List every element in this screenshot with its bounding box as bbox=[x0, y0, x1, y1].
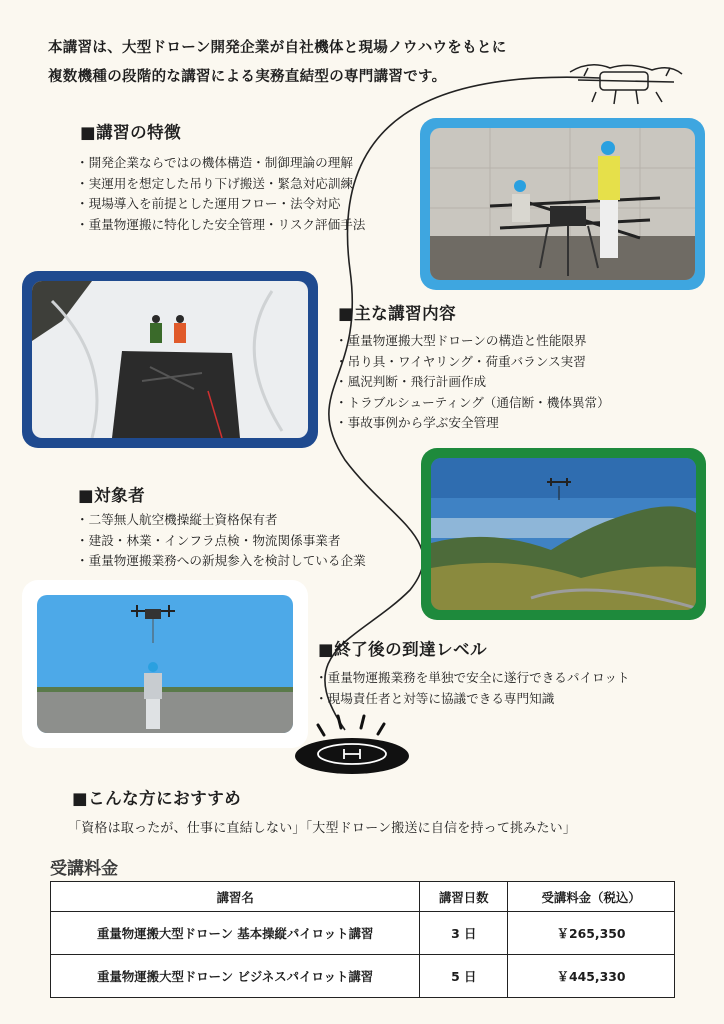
list-item: ・現場導入を前提とした運用フロー・法令対応 bbox=[76, 196, 341, 211]
features-list bbox=[76, 153, 365, 235]
intro-text bbox=[48, 34, 608, 92]
level-heading: ■終了後の到達レベル bbox=[318, 640, 488, 659]
photo-workers-with-drone bbox=[420, 118, 705, 290]
contents-heading: ■主な講習内容 bbox=[338, 304, 457, 323]
target-list bbox=[76, 510, 366, 572]
table-row bbox=[51, 955, 675, 998]
intro-line-1: 本講習は、大型ドローン開発企業が自社機体と現場ノウハウをもとに bbox=[48, 40, 507, 56]
intro-line-2: 複数機種の段階的な講習による実務直結型の専門講習です。 bbox=[48, 69, 447, 85]
list-item: ・風況判断・飛行計画作成 bbox=[335, 374, 487, 389]
table-row bbox=[51, 912, 675, 955]
list-item: ・建設・林業・インフラ点検・物流関係事業者 bbox=[76, 532, 341, 548]
list-item: ・重量物運搬業務を単独で安全に遂行できるパイロット bbox=[315, 670, 630, 685]
course-price: ￥265,350 bbox=[508, 912, 675, 955]
photo-pilot-field bbox=[22, 580, 308, 748]
list-item: ・実運用を想定した吊り下げ搬送・緊急対応訓練 bbox=[76, 175, 354, 191]
list-item: ・開発企業ならではの機体構造・制御理論の理解 bbox=[76, 155, 353, 170]
header-price: 受講料金（税込） bbox=[508, 882, 675, 912]
fee-title: 受講料金 bbox=[50, 859, 118, 879]
list-item: ・二等無人航空機操縦士資格保有者 bbox=[76, 512, 278, 527]
course-price: ￥445,330 bbox=[508, 955, 675, 998]
helipad-icon bbox=[295, 716, 409, 774]
list-item: ・重量物運搬大型ドローンの構造と性能限界 bbox=[335, 333, 587, 348]
course-days: 3 日 bbox=[420, 912, 508, 955]
features-heading: ■講習の特徴 bbox=[80, 123, 182, 142]
list-item: ・重量物運搬業務への新規参入を検討している企業 bbox=[76, 553, 366, 568]
header-course-name: 講習名 bbox=[51, 882, 420, 912]
course-name: 重量物運搬大型ドローン 基本操縦パイロット講習 bbox=[51, 912, 420, 955]
course-name: 重量物運搬大型ドローン ビジネスパイロット講習 bbox=[51, 955, 420, 998]
photo-mountain-drone bbox=[421, 448, 706, 620]
level-list bbox=[315, 668, 630, 709]
list-item: ・事故事例から学ぶ安全管理 bbox=[335, 415, 499, 430]
list-item: ・現場責任者と対等に協議できる専門知識 bbox=[315, 690, 555, 706]
course-days: 5 日 bbox=[420, 955, 508, 998]
header-days: 講習日数 bbox=[420, 882, 508, 912]
recommend-text: 「資格は取ったが、仕事に直結しない」「大型ドローン搬送に自信を持って挑みたい」 bbox=[68, 821, 577, 836]
list-item: ・重量物運搬に特化した安全管理・リスク評価手法 bbox=[76, 216, 366, 232]
list-item: ・吊り具・ワイヤリング・荷重バランス実習 bbox=[335, 353, 586, 369]
list-item: ・トラブルシューティング（通信断・機体異常） bbox=[335, 394, 610, 410]
photo-snow-field-drone bbox=[22, 271, 318, 448]
target-heading: ■対象者 bbox=[78, 486, 146, 505]
fee-table bbox=[50, 881, 675, 998]
recommend-heading: ■こんな方におすすめ bbox=[72, 789, 242, 808]
contents-list bbox=[335, 331, 610, 434]
table-header-row bbox=[51, 882, 675, 912]
